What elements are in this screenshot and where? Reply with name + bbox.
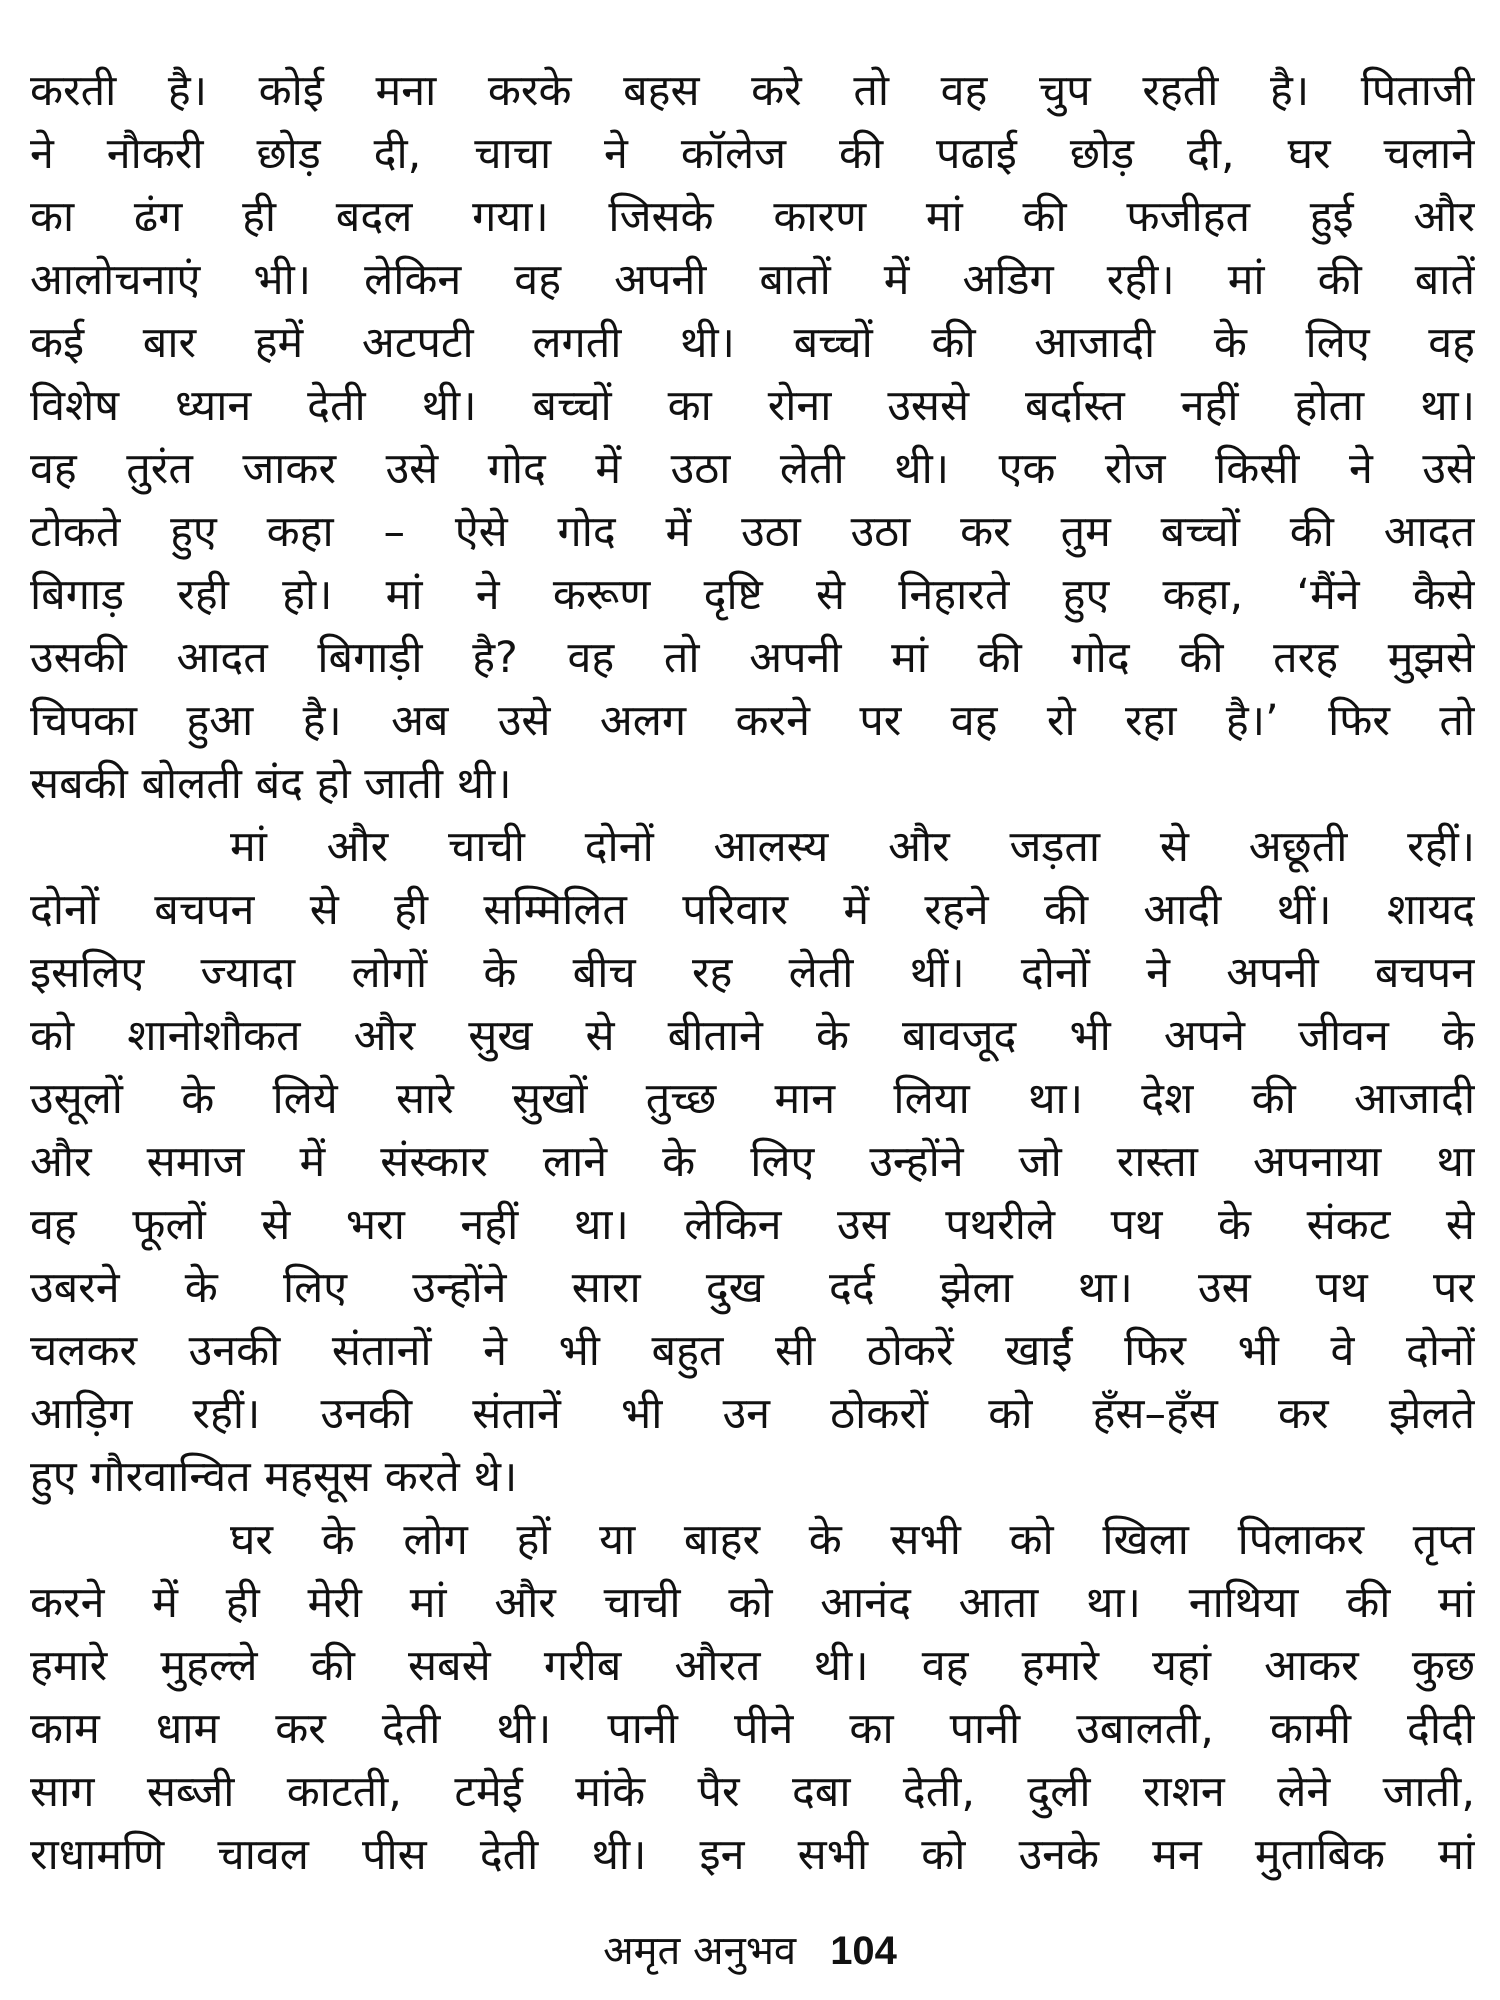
text-line: साग सब्जी काटती, टमेई मांके पैर दबा देती, दुली राशन लेने जाती,: [30, 1767, 1475, 1817]
text-line: ने नौकरी छोड़ दी, चाचा ने कॉलेज की पढाई छोड़ दी, घर चलाने: [30, 129, 1475, 179]
text-line: दोनों बचपन से ही सम्मिलित परिवार में रहने की आदी थीं। शायद: [30, 885, 1475, 935]
text-line: उसकी आदत बिगाड़ी है? वह तो अपनी मां की गोद की तरह मुझसे: [30, 633, 1475, 683]
text-line: काम धाम कर देती थी। पानी पीने का पानी उबालती, कामी दीदी: [30, 1704, 1475, 1754]
paragraph: [30, 60, 1475, 816]
text-line: मां और चाची दोनों आलस्य और जड़ता से अछूती रहीं।: [230, 822, 1475, 872]
text-line: सबकी बोलती बंद हो जाती थी।: [30, 759, 512, 809]
text-line: चिपका हुआ है। अब उसे अलग करने पर वह रो रहा है।’ फिर तो: [30, 696, 1475, 746]
text-line: चलकर उनकी संतानों ने भी बहुत सी ठोकरें खाईं फिर भी वे दोनों: [30, 1326, 1475, 1376]
text-line: टोकते हुए कहा – ऐसे गोद में उठा उठा कर तुम बच्चों की आदत: [30, 507, 1475, 557]
text-line: हुए गौरवान्वित महसूस करते थे।: [30, 1452, 518, 1502]
body-text: [30, 60, 1475, 1887]
text-line: का ढंग ही बदल गया। जिसके कारण मां की फजीहत हुई और: [30, 192, 1475, 242]
text-line: को शानोशौकत और सुख से बीताने के बावजूद भी अपने जीवन के: [30, 1011, 1475, 1061]
page-footer: [0, 1925, 1500, 1977]
page-number: 104: [830, 1929, 897, 1973]
text-line: आलोचनाएं भी। लेकिन वह अपनी बातों में अडिग रही। मां की बातें: [30, 255, 1475, 305]
text-line: घर के लोग हों या बाहर के सभी को खिला पिलाकर तृप्त: [230, 1515, 1475, 1565]
text-line: कई बार हमें अटपटी लगती थी। बच्चों की आजादी के लिए वह: [30, 318, 1475, 368]
text-line: करने में ही मेरी मां और चाची को आनंद आता था। नाथिया की मां: [30, 1578, 1475, 1628]
text-line: बिगाड़ रही हो। मां ने करूण दृष्टि से निहारते हुए कहा, ‘मैंने कैसे: [30, 570, 1475, 620]
text-line: इसलिए ज्यादा लोगों के बीच रह लेती थीं। दोनों ने अपनी बचपन: [30, 948, 1475, 998]
paragraph: [30, 816, 1475, 1509]
text-line: करती है। कोई मना करके बहस करे तो वह चुप रहती है। पिताजी: [30, 66, 1475, 116]
text-line: राधामणि चावल पीस देती थी। इन सभी को उनके मन मुताबिक मां: [30, 1830, 1475, 1880]
text-line: उबरने के लिए उन्होंने सारा दुख दर्द झेला था। उस पथ पर: [30, 1263, 1475, 1313]
text-line: वह तुरंत जाकर उसे गोद में उठा लेती थी। एक रोज किसी ने उसे: [30, 444, 1475, 494]
text-line: वह फूलों से भरा नहीं था। लेकिन उस पथरीले पथ के संकट से: [30, 1200, 1475, 1250]
text-line: विशेष ध्यान देती थी। बच्चों का रोना उससे बर्दास्त नहीं होता था।: [30, 381, 1475, 431]
text-line: आड़िग रहीं। उनकी संतानें भी उन ठोकरों को हँस–हँस कर झेलते: [30, 1389, 1475, 1439]
text-line: और समाज में संस्कार लाने के लिए उन्होंने जो रास्ता अपनाया था: [30, 1137, 1475, 1187]
text-line: हमारे मुहल्ले की सबसे गरीब औरत थी। वह हमारे यहां आकर कुछ: [30, 1641, 1475, 1691]
paragraph: [30, 1509, 1475, 1887]
text-line: उसूलों के लिये सारे सुखों तुच्छ मान लिया था। देश की आजादी: [30, 1074, 1475, 1124]
book-title: अमृत अनुभव: [603, 1928, 797, 1974]
